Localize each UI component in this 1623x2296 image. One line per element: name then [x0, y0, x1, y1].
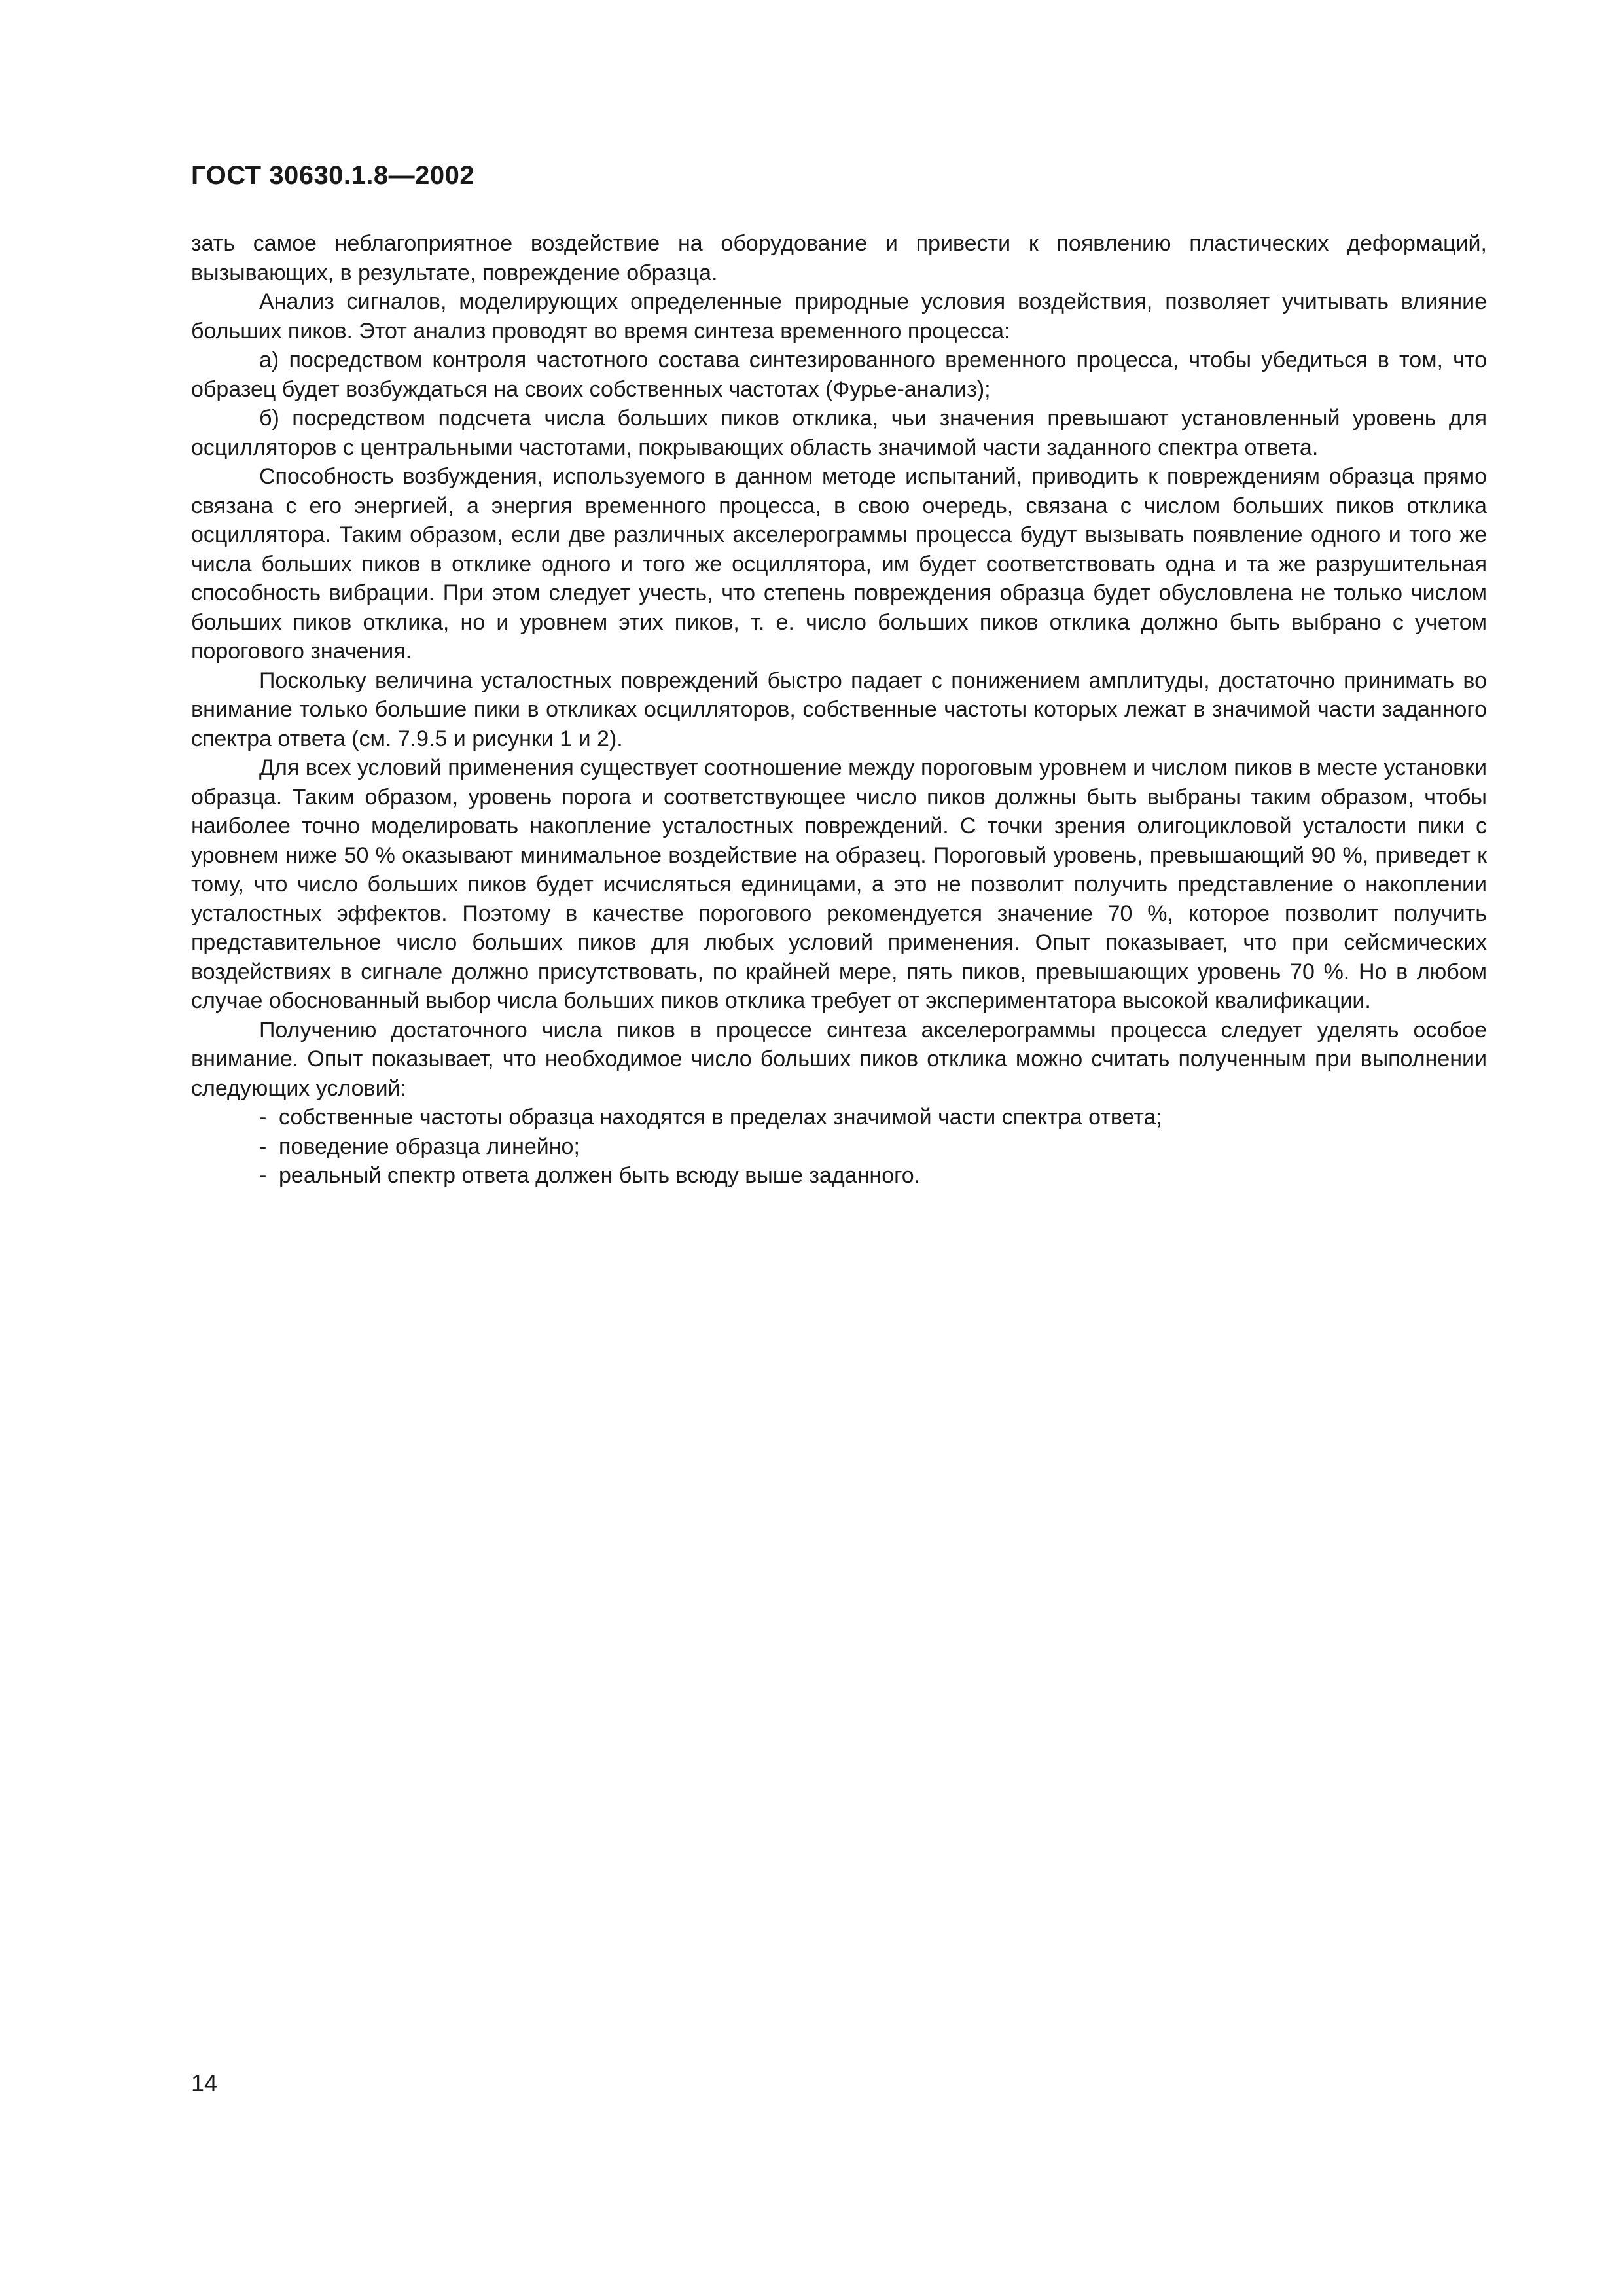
list-item — [191, 1132, 1487, 1162]
list-dash: - — [259, 1134, 267, 1159]
paragraph-item-b: б) посредством подсчета числа больших пиков отклика, чьи значения превышают установленный уровень для осцилляторов с центральными частотами, покрывающих область значимой части заданного спектра ответа. — [191, 406, 1487, 460]
document-header: ГОСТ 30630.1.8—2002 — [191, 161, 475, 190]
conditions-list — [191, 1103, 1487, 1191]
paragraph-peak-synthesis: Получению достаточного числа пиков в процессе синтеза акселерограммы процесса следует уделять особое внимание. Опыт показывает, что необходимое число больших пиков отклика можно считать полученным при выполнении следующих условий: — [191, 1017, 1487, 1101]
page-number: 14 — [191, 2070, 218, 2096]
list-dash: - — [259, 1163, 267, 1188]
list-item-text: собственные частоты образца находятся в пределах значимой части спектра ответа; — [279, 1105, 1162, 1130]
paragraph-signal-analysis: Анализ сигналов, моделирующих определенные природные условия воздействия, позволяет учитывать влияние больших пиков. Этот анализ проводят во время синтеза временного процесса: — [191, 289, 1487, 344]
paragraph-item-a: а) посредством контроля частотного состава синтезированного временного процесса, чтобы убедиться в том, что образец будет возбуждаться на своих собственных частотах (Фурье-анализ); — [191, 348, 1487, 402]
list-item — [191, 1103, 1487, 1132]
paragraph-threshold-level: Для всех условий применения существует соотношение между пороговым уровнем и числом пиков в месте установки образца. Таким образом, уровень порога и соответствующее число пиков должны быть выбраны таким образом, чтобы наиболее точно моделировать накопление усталостных повреждений. С точки зрения олигоцикловой усталости пики с уровнем ниже 50 % оказывают минимальное воздействие на образец. Пороговый уровень, превышающий 90 %, приведет к тому, что число больших пиков будет исчисляться единицами, а это не позволит получить представление о накоплении усталостных эффектов. Поэтому в качестве порогового рекомендуется значение 70 %, которое позволит получить представительное число больших пиков для любых условий применения. Опыт показывает, что при сейсмических воздействиях в сигнале должно присутствовать, по крайней мере, пять пиков, превышающих уровень 70 %. Но в любом случае обоснованный выбор числа больших пиков отклика требует от экспериментатора высокой квалификации. — [191, 755, 1487, 1013]
list-item-text: поведение образца линейно; — [279, 1134, 580, 1159]
paragraph-fatigue-damage: Поскольку величина усталостных повреждений быстро падает с понижением амплитуды, достаточно принимать во внимание только большие пики в откликах осцилляторов, собственные частоты которых лежат в значимой части заданного спектра ответа (см. 7.9.5 и рисунки 1 и 2). — [191, 668, 1487, 751]
document-body — [191, 229, 1487, 1191]
list-dash: - — [259, 1105, 267, 1130]
list-item-text: реальный спектр ответа должен быть всюду выше заданного. — [279, 1163, 921, 1188]
paragraph-continuation: зать самое неблагоприятное воздействие на оборудование и привести к появлению пластических деформаций, вызывающих, в результате, повреждение образца. — [191, 231, 1487, 285]
paragraph-excitation-energy: Способность возбуждения, используемого в данном методе испытаний, приводить к повреждениям образца прямо связана с его энергией, а энергия временного процесса, в свою очередь, связана с числом больших пиков отклика осциллятора. Таким образом, если две различных акселерограммы процесса будут вызывать появление одного и того же числа больших пиков в отклике одного и того же осциллятора, им будет соответствовать одна и та же разрушительная способность вибрации. При этом следует учесть, что степень повреждения образца будет обусловлена не только числом больших пиков отклика, но и уровнем этих пиков, т. е. число больших пиков отклика должно быть выбрано с учетом порогового значения. — [191, 464, 1487, 664]
list-item — [191, 1161, 1487, 1191]
